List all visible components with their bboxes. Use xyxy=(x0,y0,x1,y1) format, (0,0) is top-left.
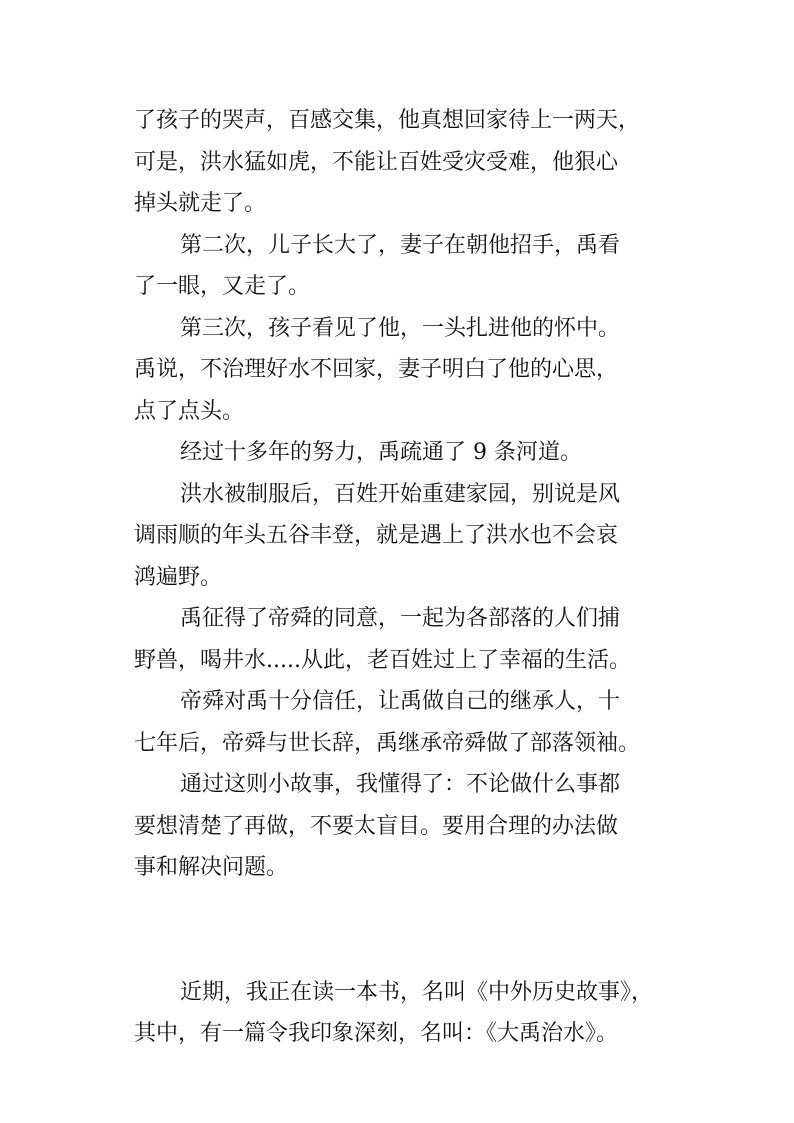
text-line: 调雨顺的年头五谷丰登，就是遇上了洪水也不会哀 xyxy=(134,523,619,548)
paragraph-2 xyxy=(134,225,674,308)
document-page xyxy=(134,100,674,1055)
paragraph-7 xyxy=(134,681,674,764)
paragraph-1 xyxy=(134,100,674,225)
paragraph-6 xyxy=(134,598,674,681)
text-line: 点了点头。 xyxy=(134,398,245,424)
text-line: 了孩子的哭声，百感交集，他真想回家待上一两天， xyxy=(134,108,641,133)
text-line: 事和解决问题。 xyxy=(134,855,289,880)
text-line: 了一眼，又走了。 xyxy=(134,274,311,299)
text-line: 近期，我正在读一本书，名叫《中外历史故事》， xyxy=(180,979,654,1005)
paragraph-3 xyxy=(134,308,674,433)
text-line: 第三次，孩子看见了他，一头扎进他的怀中。 xyxy=(180,315,621,341)
text-line: 可是，洪水猛如虎，不能让百姓受灾受难，他狠心 xyxy=(134,149,619,175)
text-line: 洪水被制服后，百姓开始重建家园，别说是风 xyxy=(180,481,621,507)
text-line: 其中，有一篇令我印象深刻，名叫：《大禹治水》。 xyxy=(134,1021,619,1046)
text-line: 七年后，帝舜与世长辞，禹继承帝舜做了部落领袖。 xyxy=(134,730,641,756)
text-line: 第二次，儿子长大了，妻子在朝他招手，禹看 xyxy=(180,232,621,258)
text-line: 要想清楚了再做，不要太盲目。要用合理的办法做 xyxy=(134,813,619,839)
paragraph-4 xyxy=(134,432,674,474)
paragraph-5 xyxy=(134,474,674,599)
text-line: 经过十多年的努力，禹疏通了 9 条河道。 xyxy=(180,440,582,465)
text-line: 掉头就走了。 xyxy=(134,191,267,216)
text-line: 帝舜对禹十分信任，让禹做自己的继承人，十 xyxy=(180,689,621,714)
paragraph-8 xyxy=(134,764,674,889)
paragraph-9 xyxy=(134,972,674,1055)
text-line: 通过这则小故事，我懂得了：不论做什么事都 xyxy=(180,772,621,797)
text-line: 禹说，不治理好水不回家，妻子明白了他的心思， xyxy=(134,357,619,382)
section-gap xyxy=(134,889,674,972)
text-line: 野兽，喝井水.....从此，老百姓过上了幸福的生活。 xyxy=(134,647,631,673)
text-line: 禹征得了帝舜的同意，一起为各部落的人们捕 xyxy=(180,606,621,631)
text-line: 鸿遍野。 xyxy=(134,564,223,590)
